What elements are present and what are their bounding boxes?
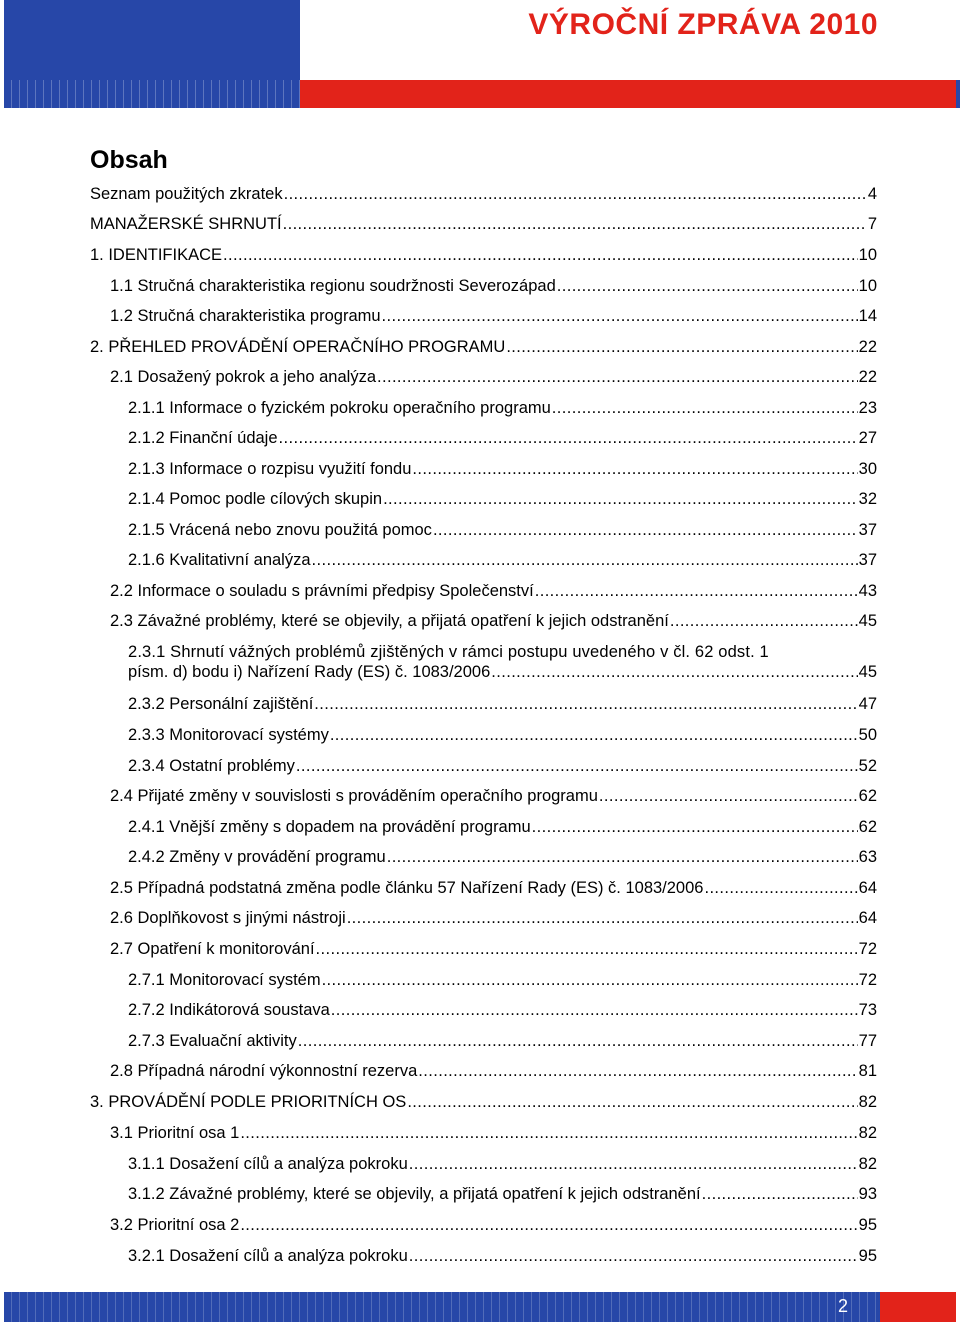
- toc-entry-page: 64: [858, 909, 877, 927]
- toc-entry[interactable]: [110, 908, 877, 928]
- toc-entry[interactable]: [128, 847, 877, 867]
- toc-entry-label: 1. IDENTIFIKACE: [90, 246, 223, 264]
- toc-entry-page: 22: [858, 368, 877, 386]
- toc-entry-page: 64: [858, 879, 877, 897]
- toc-entry-page: 82: [858, 1124, 877, 1142]
- toc-entry-page: 62: [858, 787, 877, 805]
- toc-leader-dots: [491, 662, 857, 682]
- toc-entry-label: 2.1.3 Informace o rozpisu využití fondu: [128, 460, 412, 478]
- toc-leader-dots: [552, 398, 858, 418]
- toc-leader-dots: [535, 581, 858, 601]
- toc-entry-page: 22: [858, 338, 877, 356]
- toc-entry-label: 3.1.1 Dosažení cílů a analýza pokroku: [128, 1155, 408, 1173]
- toc-entry-page: 37: [858, 521, 877, 539]
- toc-leader-dots: [322, 970, 858, 990]
- toc-entry-page: 52: [858, 757, 877, 775]
- toc-leader-dots: [418, 1061, 857, 1081]
- toc-entry-page: 27: [858, 429, 877, 447]
- toc-entry[interactable]: [128, 550, 877, 570]
- toc-entry-label: MANAŽERSKÉ SHRNUTÍ: [90, 215, 282, 233]
- toc-entry[interactable]: [110, 306, 877, 326]
- toc-leader-dots: [347, 908, 858, 928]
- toc-leader-dots: [312, 550, 858, 570]
- toc-leader-dots: [387, 847, 858, 867]
- toc-entry-label: 2.3 Závažné problémy, které se objevily, a přijatá opatření k jejich odstranění: [110, 612, 669, 630]
- toc-entry[interactable]: [128, 694, 877, 714]
- toc-leader-dots: [314, 694, 857, 714]
- toc-entry[interactable]: [110, 939, 877, 959]
- toc-leader-dots: [506, 337, 857, 357]
- toc-entry-page: 43: [858, 582, 877, 600]
- toc-entry[interactable]: [128, 725, 877, 745]
- toc-entry[interactable]: [110, 1061, 877, 1081]
- toc-entry-label: 2.6 Doplňkovost s jinými nástroji: [110, 909, 346, 927]
- toc-entry-label: 2.1.4 Pomoc podle cílových skupin: [128, 490, 383, 508]
- toc-entry-page: 10: [858, 246, 877, 264]
- toc-entry[interactable]: [128, 428, 877, 448]
- header-blue-square: [4, 0, 300, 80]
- toc-leader-dots: [223, 245, 858, 265]
- toc-title: Obsah: [90, 146, 168, 174]
- toc-entry[interactable]: [128, 1031, 877, 1051]
- toc-entry-label: 2.4.1 Vnější změny s dopadem na provádění programu: [128, 818, 531, 836]
- toc-entry-page: 93: [858, 1185, 877, 1203]
- toc-entry-label: 3.2 Prioritní osa 2: [110, 1216, 240, 1234]
- page-number: 2: [838, 1296, 849, 1316]
- footer-red-block: [880, 1292, 956, 1322]
- toc-leader-dots: [279, 428, 858, 448]
- toc-entry-page: 81: [858, 1062, 877, 1080]
- toc-entry-label: 2.1.6 Kvalitativní analýza: [128, 551, 311, 569]
- toc-entry-page: 37: [858, 551, 877, 569]
- toc-entry-label: 2.7 Opatření k monitorování: [110, 940, 315, 958]
- toc-entry[interactable]: [110, 786, 877, 806]
- toc-leader-dots: [670, 611, 858, 631]
- toc-leader-dots: [240, 1215, 857, 1235]
- toc-leader-dots: [409, 1246, 858, 1266]
- toc-entry[interactable]: [128, 1184, 877, 1204]
- toc-entry-page: 23: [858, 399, 877, 417]
- toc-entry-page: 73: [858, 1001, 877, 1019]
- toc-leader-dots: [240, 1123, 857, 1143]
- toc-entry-page: 77: [858, 1032, 877, 1050]
- toc-entry-label: 3. PROVÁDĚNÍ PODLE PRIORITNÍCH OS: [90, 1093, 407, 1111]
- toc-entry[interactable]: [90, 184, 877, 204]
- toc-entry-page: 45: [858, 612, 877, 630]
- toc-leader-dots: [382, 306, 858, 326]
- toc-entry[interactable]: [90, 337, 877, 357]
- toc-leader-dots: [532, 817, 858, 837]
- toc-entry-label: 2.3.4 Ostatní problémy: [128, 757, 295, 775]
- toc-entry-page: 47: [858, 695, 877, 713]
- toc-entry[interactable]: [128, 1154, 877, 1174]
- toc-entry-label: 2. PŘEHLED PROVÁDĚNÍ OPERAČNÍHO PROGRAMU: [90, 338, 506, 356]
- toc-leader-dots: [283, 214, 867, 234]
- toc-leader-dots: [296, 756, 858, 776]
- toc-entry-label: 3.2.1 Dosažení cílů a analýza pokroku: [128, 1247, 408, 1265]
- toc-entry-label: 2.7.1 Monitorovací systém: [128, 971, 321, 989]
- toc-entry-page: 72: [858, 940, 877, 958]
- toc-entry[interactable]: [128, 459, 877, 479]
- toc-entry[interactable]: [110, 611, 877, 631]
- toc-entry-label: 2.3.2 Personální zajištění: [128, 695, 314, 713]
- toc-entry-label-continued: písm. d) bodu i) Nařízení Rady (ES) č. 1083/2006: [128, 663, 491, 681]
- toc-entry-page: 7: [867, 215, 877, 233]
- toc-entry-label: 2.3.3 Monitorovací systémy: [128, 726, 329, 744]
- toc-entry[interactable]: [128, 756, 877, 776]
- toc-entry-label: 3.1.2 Závažné problémy, které se objevily, a přijatá opatření k jejich odstranění: [128, 1185, 701, 1203]
- toc-entry-label: 2.1.2 Finanční údaje: [128, 429, 278, 447]
- toc-entry[interactable]: [128, 398, 877, 418]
- toc-leader-dots: [330, 725, 858, 745]
- toc-entry[interactable]: [110, 1215, 877, 1235]
- toc-leader-dots: [557, 276, 858, 296]
- toc-entry-page: 63: [858, 848, 877, 866]
- toc-leader-dots: [298, 1031, 858, 1051]
- toc-entry-label: 2.5 Případná podstatná změna podle článku 57 Nařízení Rady (ES) č. 1083/2006: [110, 879, 704, 897]
- footer-banner: [4, 1292, 956, 1322]
- toc-entry-page: 72: [858, 971, 877, 989]
- toc-leader-dots: [433, 520, 858, 540]
- toc-entry-label: 2.1.5 Vrácená nebo znovu použitá pomoc: [128, 521, 432, 539]
- report-title: VÝROČNÍ ZPRÁVA 2010: [528, 8, 878, 41]
- toc-entry-label: 2.3.1 Shrnutí vážných problémů zjištěných v rámci postupu uvedeného v čl. 62 odst. 1: [128, 643, 769, 661]
- toc-entry[interactable]: [90, 214, 877, 234]
- toc-entry[interactable]: [128, 970, 877, 990]
- toc-entry-label: 2.7.3 Evaluační aktivity: [128, 1032, 297, 1050]
- toc-leader-dots: [704, 878, 857, 898]
- toc-entry-label: 2.7.2 Indikátorová soustava: [128, 1001, 330, 1019]
- toc-entry[interactable]: [110, 367, 877, 387]
- toc-entry-page: 95: [858, 1216, 877, 1234]
- toc-entry[interactable]: [128, 1000, 877, 1020]
- toc-leader-dots: [412, 459, 857, 479]
- toc-entry[interactable]: [110, 878, 877, 898]
- toc-leader-dots: [599, 786, 858, 806]
- toc-entry-page: 62: [858, 818, 877, 836]
- toc-entry[interactable]: [128, 520, 877, 540]
- toc-entry[interactable]: [110, 581, 877, 601]
- toc-leader-dots: [702, 1184, 858, 1204]
- toc-entry[interactable]: [128, 489, 877, 509]
- toc-entry-label: 1.1 Stručná charakteristika regionu soudržnosti Severozápad: [110, 277, 556, 295]
- toc-entry[interactable]: [110, 276, 877, 296]
- toc-leader-dots: [316, 939, 858, 959]
- toc-entry[interactable]: [128, 817, 877, 837]
- toc-entry-label: 2.1.1 Informace o fyzickém pokroku operačního programu: [128, 399, 551, 417]
- toc-entry-page: 82: [858, 1093, 877, 1111]
- toc-entry-label: 3.1 Prioritní osa 1: [110, 1124, 240, 1142]
- toc-entry-page: 45: [858, 663, 877, 681]
- toc-entry-page: 4: [867, 185, 877, 203]
- toc-entry-label: 2.4.2 Změny v provádění programu: [128, 848, 386, 866]
- toc-leader-dots: [331, 1000, 858, 1020]
- toc-entry-page: 50: [858, 726, 877, 744]
- toc-entry-page: 30: [858, 460, 877, 478]
- toc-entry[interactable]: [128, 1246, 877, 1266]
- toc-entry-label: 2.2 Informace o souladu s právními předpisy Společenství: [110, 582, 534, 600]
- toc-entry-page: 14: [858, 307, 877, 325]
- toc-leader-dots: [407, 1092, 857, 1112]
- toc-entry-page: 32: [858, 490, 877, 508]
- toc-entry-page: 82: [858, 1155, 877, 1173]
- header-title-area: [300, 0, 960, 80]
- toc-entry-page: 95: [858, 1247, 877, 1265]
- header-red-stripe: [300, 80, 956, 108]
- toc-entry[interactable]: [90, 1092, 877, 1112]
- toc-leader-dots: [409, 1154, 858, 1174]
- toc-entry-label: 2.4 Přijaté změny v souvislosti s prováděním operačního programu: [110, 787, 598, 805]
- toc-entry-label: 2.1 Dosažený pokrok a jeho analýza: [110, 368, 376, 386]
- toc-entry-page: 10: [858, 277, 877, 295]
- toc-leader-dots: [383, 489, 858, 509]
- toc-entry[interactable]: [90, 245, 877, 265]
- toc-entry-label: 2.8 Případná národní výkonnostní rezerva: [110, 1062, 418, 1080]
- toc-leader-dots: [377, 367, 858, 387]
- toc-entry-label: 1.2 Stručná charakteristika programu: [110, 307, 381, 325]
- toc-entry[interactable]: [128, 642, 877, 682]
- toc-leader-dots: [284, 184, 867, 204]
- toc-entry-label: Seznam použitých zkratek: [90, 185, 283, 203]
- toc-entry[interactable]: [110, 1123, 877, 1143]
